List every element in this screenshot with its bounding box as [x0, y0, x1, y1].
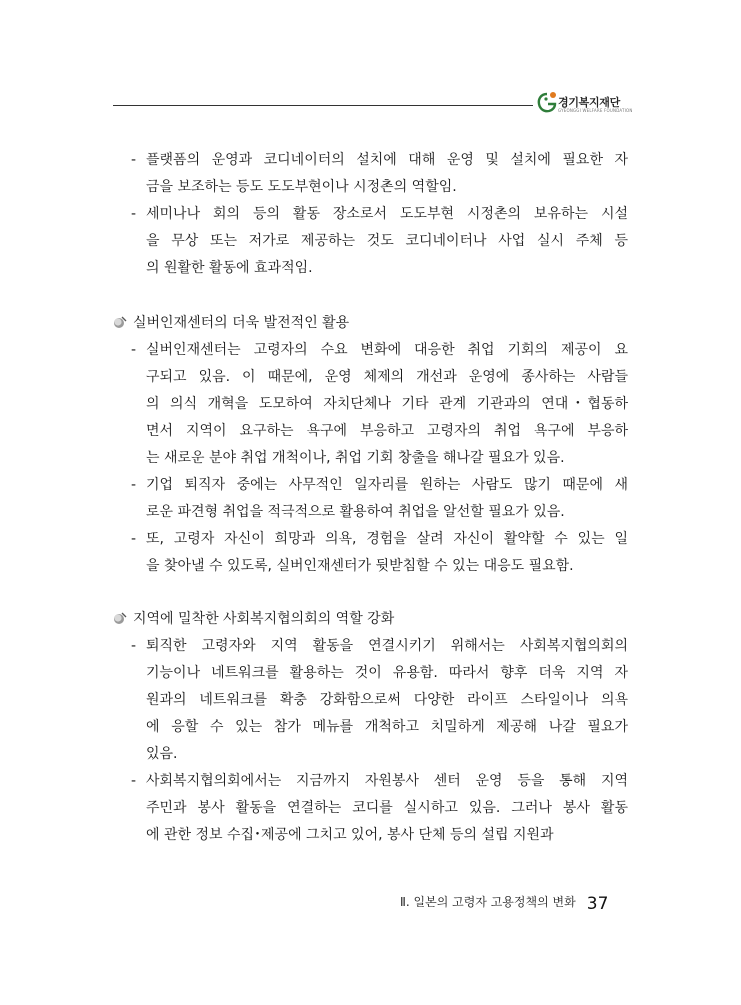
bullet-icon [113, 611, 127, 625]
text-line: 을 무상 또는 저가로 제공하는 것도 코디네이터나 사업 실시 주체 등 [146, 233, 628, 249]
text-line: 퇴직한 고령자와 지역 활동을 연결시키기 위해서는 사회복지협의회의 [146, 638, 628, 654]
header-rule [113, 105, 533, 106]
text-line: 세미나나 회의 등의 활동 장소로서 도도부현 시정촌의 보유하는 시설 [146, 206, 628, 222]
text-line: 사회복지협의회에서는 지금까지 자원봉사 센터 운영 등을 통해 지역 [146, 773, 628, 789]
section-heading-text: 실버인재센터의 더욱 발전적인 활용 [133, 315, 350, 331]
text-line: 실버인재센터는 고령자의 수요 변화에 대응한 취업 기회의 제공이 요 [146, 342, 628, 358]
text-line: 원과의 네트워크를 확충 강화함으로써 다양한 라이프 스타일이나 의욕 [146, 692, 628, 708]
text-line: 있음. [146, 746, 178, 762]
text-line: 로운 파견형 취업을 적극적으로 활용하여 취업을 알선할 필요가 있음. [146, 504, 565, 520]
text-line: 금을 보조하는 등도 도도부현이나 시정촌의 역할임. [146, 179, 457, 195]
section-heading [113, 609, 394, 629]
text-line: 플랫폼의 운영과 코디네이터의 설치에 대해 운영 및 설치에 필요한 자 [146, 152, 628, 168]
logo-subtext: GYEONGGI WELFARE FOUNDATION [558, 108, 633, 113]
text-line: 또, 고령자 자신이 희망과 의욕, 경험을 살려 자신이 활약할 수 있는 일 [146, 531, 628, 547]
text-line: 기업 퇴직자 중에는 사무적인 일자리를 원하는 사람도 많기 때문에 새 [146, 477, 628, 493]
dash-marker: - [131, 638, 137, 654]
text-line: 에 관한 정보 수집･제공에 그치고 있어, 봉사 단체 등의 설립 지원과 [146, 827, 554, 843]
text-line: 의 의식 개혁을 도모하여 자치단체나 기타 관계 기관과의 연대･협동하 [146, 396, 628, 412]
footer-section-title: Ⅱ. 일본의 고령자 고용정책의 변화 [400, 895, 576, 909]
dash-marker: - [131, 477, 137, 493]
page-number: 37 [586, 894, 609, 914]
dash-marker: - [131, 342, 137, 358]
text-line: 의 원활한 활동에 효과적임. [146, 260, 313, 276]
logo-mark-icon [536, 90, 558, 114]
section-heading [113, 313, 349, 333]
text-line: 기능이나 네트워크를 활용하는 것이 유용함. 따라서 향후 더욱 지역 자 [146, 665, 628, 681]
foundation-logo [536, 90, 646, 118]
text-line: 주민과 봉사 활동을 연결하는 코디를 실시하고 있음. 그러나 봉사 활동 [146, 800, 628, 816]
text-line: 구되고 있음. 이 때문에, 운영 체제의 개선과 운영에 종사하는 사람들 [146, 369, 628, 385]
page-footer [400, 893, 628, 917]
dash-marker: - [131, 531, 137, 547]
text-line: 면서 지역이 요구하는 욕구에 부응하고 고령자의 취업 욕구에 부응하 [146, 423, 628, 439]
text-line: 는 새로운 분야 취업 개척이나, 취업 기회 창출을 해나갈 필요가 있음. [146, 450, 565, 466]
dash-marker: - [131, 206, 137, 222]
section-heading-text: 지역에 밀착한 사회복지협의회의 역할 강화 [133, 611, 395, 627]
text-line: 을 찾아낼 수 있도록, 실버인재센터가 뒷받침할 수 있는 대응도 필요함. [146, 558, 574, 574]
logo-text: 경기복지재단 [558, 96, 620, 109]
dash-marker: - [131, 773, 137, 789]
dash-marker: - [131, 152, 137, 168]
bullet-icon [113, 315, 127, 329]
text-line: 에 응할 수 있는 참가 메뉴를 개척하고 치밀하게 제공해 나갈 필요가 [146, 719, 628, 735]
